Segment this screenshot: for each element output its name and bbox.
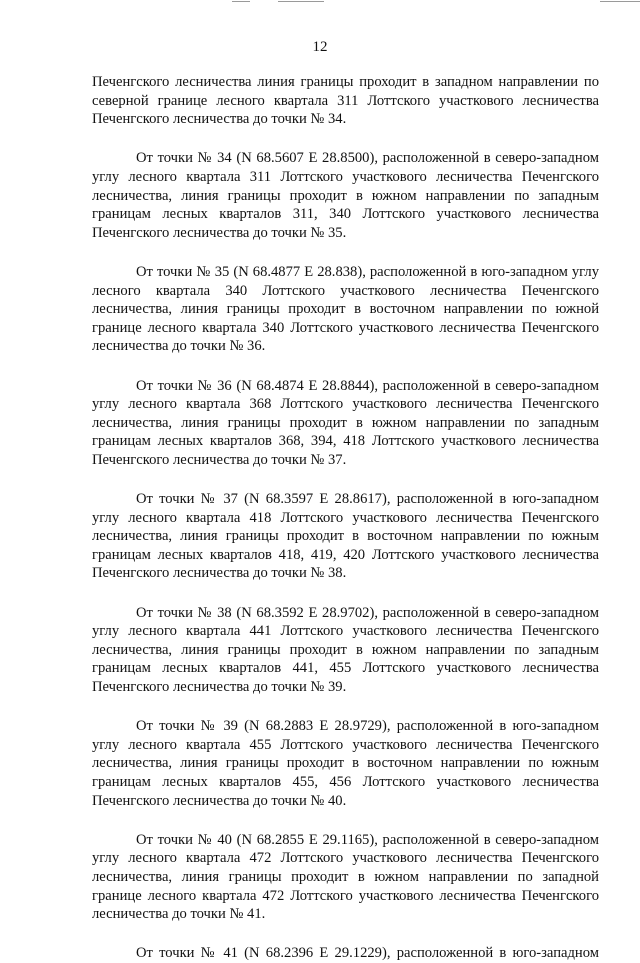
paragraph-point-41: От точки № 41 (N 68.2396 E 29.1229), расположенной в юго-западном xyxy=(136,945,599,962)
paragraph-point-37: От точки № 37 (N 68.3597 E 28.8617), расположенной в юго-западном углу лесного квартала 418 Лоттского участкового лесничества Печенгского лесничества, линия границы проходит в восточном направлении по южным границам лесных кварталов 418, 419, 420 Лоттского участкового лесничества Печенгского лесничества до точки № 38. xyxy=(92,491,599,582)
paragraph-point-34: От точки № 34 (N 68.5607 E 28.8500), расположенной в северо-западном углу лесного квартала 311 Лоттского участкового лесничества Печенгского лесничества, линия границы проходит в южном направлении по западным границам лесных кварталов 311, 340 Лоттского участкового лесничества Печенгского лесничества до точки № 35. xyxy=(92,150,599,241)
paragraph-continued: Печенгского лесничества линия границы проходит в западном направлении по северной границе лесного квартала 311 Лоттского участкового лесничества Печенгского лесничества до точки № 34. xyxy=(92,74,599,128)
paragraph-point-35: От точки № 35 (N 68.4877 E 28.838), расположенной в юго-западном углу лесного квартала 340 Лоттского участкового лесничества Печенгского лесничества, линия границы проходит в восточном направлении по южной границе лесного квартала 340 Лоттского участкового лесничества Печенгского лесничества до точки № 36. xyxy=(92,263,599,355)
paragraph-point-39: От точки № 39 (N 68.2883 E 28.9729), расположенной в юго-западном углу лесного квартала 455 Лоттского участкового лесничества Печенгского лесничества, линия границы проходит в восточном направлении по южным границам лесных кварталов 455, 456 Лоттского участкового лесничества Печенгского лесничества до точки № 40. xyxy=(92,718,599,809)
page-number: 12 xyxy=(312,39,328,55)
paragraph-point-38: От точки № 38 (N 68.3592 E 28.9702), расположенной в северо-западном углу лесного квартала 441 Лоттского участкового лесничества Печенгского лесничества, линия границы проходит в южном направлении по западным границам лесных кварталов 441, 455 Лоттского участкового лесничества Печенгского лесничества до точки № 39. xyxy=(92,604,599,695)
paragraph-point-36: От точки № 36 (N 68.4874 E 28.8844), расположенной в северо-западном углу лесного квартала 368 Лоттского участкового лесничества Печенгского лесничества, линия границы проходит в южном направлении по западным границам лесных кварталов 368, 394, 418 Лоттского участкового лесничества Печенгского лесничества до точки № 37. xyxy=(92,377,599,468)
document-body xyxy=(92,73,599,963)
top-edge-marks xyxy=(0,0,640,6)
paragraph-point-40: От точки № 40 (N 68.2855 E 29.1165), расположенной в северо-западном углу лесного квартала 472 Лоттского участкового лесничества Печенгского лесничества, линия границы проходит в южном направлении по западной границе лесного квартала 472 Лоттского участкового лесничества Печенгского лесничества до точки № 41. xyxy=(92,831,599,923)
